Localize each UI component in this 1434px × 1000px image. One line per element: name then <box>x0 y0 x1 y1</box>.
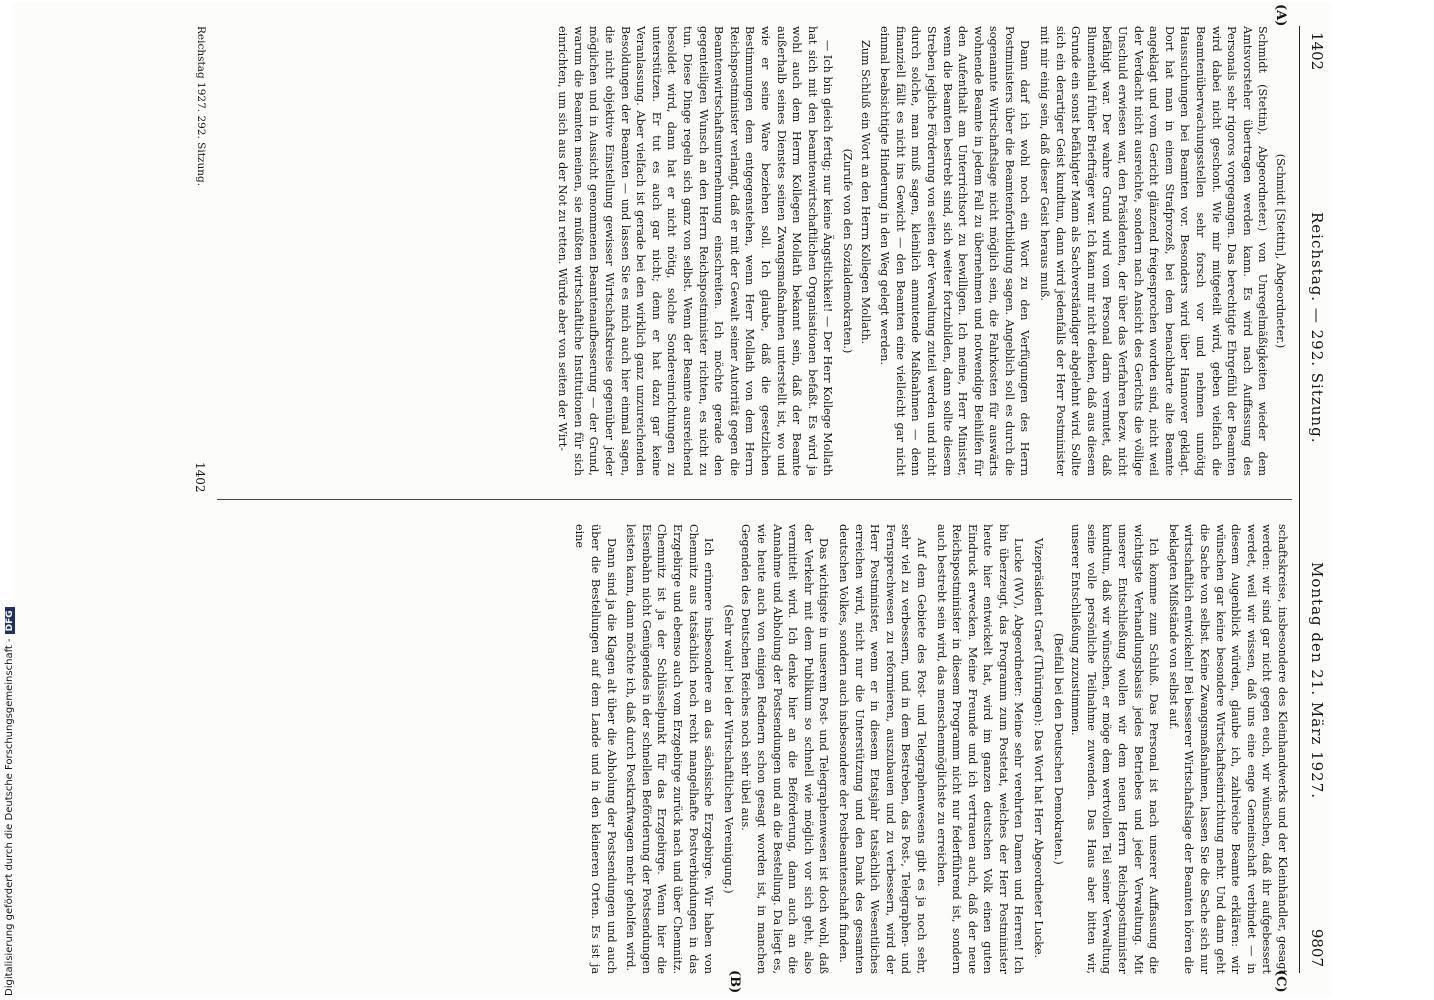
left-column <box>555 26 1290 476</box>
interjection: (Sehr wahr! bei der Wirtschaftlichen Vereinigung.) <box>721 604 735 894</box>
digitization-credit <box>4 596 18 996</box>
page-header <box>1300 2 1330 997</box>
paragraph: Dann darf ich wohl noch ein Wort zu den Verfügungen des Herrn Postministers über die Beamtenfortbildung sagen. Angeblich soll es durch die sogenannte Wirtschaftslage nicht möglich sein, die Fahrkosten für auswärts wohnende Beamte in jedem Fall zu übernehmen und notwendige Beihilfen für den Aufenthalt am Unterrichtsort zu bewilligen. Ich meine, Herr Minister, wenn die Beamten bestrebt sind, sich weiter fortzubilden, dann sollte diesem Streben jegliche Förderung von seiten der Verwaltung zuteil werden und nicht durch solche, man muß sagen, kleinlich anmutende Maßnahmen — denn finanziell fällt es nicht ins Gewicht — den Beamten eine vielleicht gar nicht einmal beabsichtigte Hinderung in den Weg gelegt werden. <box>878 26 1032 476</box>
footer-page-number: 1402 <box>193 462 207 493</box>
document-page <box>12 2 1332 997</box>
left-running-title: Reichstag. — 292. Sitzung. <box>1308 212 1326 444</box>
paragraph: Das wichtigste in unserem Post- und Telegraphenwesen ist doch wohl, daß der Verkehr mit dem Publikum so schnell wie möglich vor sich geht, also vermittelt wird. Ich denke hier an die Beförderung, dann auch an die Annahme und Abholung der Postsendungen und an die Bestellung. Da liegt es, wie heute auch von einigen Rednern schon gesagt worden ist, in manchen Gegenden des Deutschen Reiches noch sehr übel aus. <box>739 524 831 974</box>
footer-left: Reichstag 1927. 292. Sitzung. <box>195 26 207 187</box>
paragraph: Vizepräsident Graef (Thüringen): Das Wort hat Herr Abgeordneter Lucke. <box>1032 538 1046 959</box>
left-page-number: 1402 <box>1308 32 1326 71</box>
dfg-logo: DFG <box>5 607 15 634</box>
speaker-line: (Schmidt [Stettin], Abgeordneter.) <box>1274 153 1287 349</box>
margin-letter-a: (A) <box>1273 4 1288 27</box>
interjection: (Zurufe von den Sozialdemokraten.) <box>840 148 854 354</box>
interjection: (Beifall bei den Deutschen Demokraten.) <box>1051 633 1065 865</box>
right-running-title: Montag den 21. März 1927. <box>1308 562 1326 800</box>
column-divider <box>217 499 1292 500</box>
paragraph: Schmidt (Stettin), Abgeordneter.) von Unregelmäßigkeiten wieder dem Amtsvorsteher übertragen werden kann. Es wird nach Auffassung des Personals sehr rigoros vorgegangen. Das berechtigte Ehrgefühl der Beamten wird dabei nicht geschont. Wie mir mitgeteilt wird, geben vielfach die Beamtenüberwachungsstellen sehr forsch vor und nehmen unnötig Haussuchungen bei Beamten vor. Besonders wird über Hannover geklagt. Dort hat man in einem Strafprozeß, bei dem benachbarte alte Beamte angeklagt und vom Gericht glänzend freigesprochen worden sind, nicht weil der Verdacht nicht ausreichte, sondern nach Ansicht des Gerichts die völlige Unschuld erwiesen war, den Präsidenten, der über das Verfahren bezw. nicht befähigt war. Der wahre Grund wird vom Personal darin vermutet, daß Blumenthal früher Briefträger war. Ich kann mir nicht denken, daß aus diesem Grunde ein sonst befähigter Mann als Sachverständiger abgelehnt wird. Sollte sich ein derartiger Geist kundtun, dann wird jedenfalls der Herr Postminister mit mir einig sein, daß dieser Geist heraus muß. <box>1038 26 1270 476</box>
paragraph: Zum Schluß ein Wort an den Herrn Kollegen Mollath. <box>858 40 872 345</box>
margin-letter-b: (B) <box>727 970 742 994</box>
paragraph: — Ich bin gleich fertig; nur keine Ängstlichkeit! — Der Herr Kollege Mollath hat sich mit den beamtenwirtschaftlichen Organisationen befaßt. Es wird ja wohl auch dem Herrn Kollegen Mollath bekannt sein, daß der Beamte außerhalb seines Dienstes seinen Zwangsmaßnahmen unterstellt ist, wo und wie er seine Ware beziehen soll. Ich glaube, daß die gesetzlichen Bestimmungen dem entgegenstehen, wenn Herr Mollath von dem Herrn Reichspostminister verlangt, daß er mit der Gewalt seiner Autorität gegen die Beamtenwirtschaftsunternehmung einschreiten. Ich möchte gerade den gegenteiligen Wunsch an den Herrn Reichspostminister richten, es nicht zu tun. Diese Dinge regeln sich ganz von selbst. Wenn der Beamte ausreichend besoldet wird, dann hat er nicht nötig, solche Sondereinrichtungen zu unterstützen. Er tut es auch gar nicht; denn er hat dazu gar keine Veranlassung. Aber vielfach ist gerade bei den wirklich ganz unzureichenden Besoldungen der Beamten — und lassen Sie es mich auch hier einmal sagen, die nicht objektive Einstellung gewisser Wirtschaftskreise gegenüber jeder möglichen und in Aussicht genommenen Beamtenaufbesserung — der Grund, warum die Beamten meinen, sie müßten wirtschaftliche Institutionen für sich einrichten, um sich aus der Not zu retten. Würde aber von seiten der Wirt- <box>556 26 835 476</box>
right-page-number: 9807 <box>1308 928 1326 967</box>
paragraph: Ich komme zum Schluß. Das Personal ist nach unserer Auffassung die wichtigste Verhandlungsbasis jedes Betriebes und jeder Verwaltung. Mit unserer Entschließung wollen wir dem neuen Herrn Reichspostminister kundtun, daß wir wünschen, er möge dem wertvollen Teil seiner Verwaltung seine volle persönliche Teilnahme zuwenden. Das Haus aber bitten wir, unserer Entschließung zuzustimmen. <box>1069 524 1161 974</box>
paragraph: schaftskreise, insbesondere des Kleinhandwerks und der Kleinhändler, gesagt werden: wir sind gar nicht gegen euch, wir wünschen, daß ihr aufgebessert werdet, weil wir wissen, daß uns eine enge Gemeinschaft verbindet — in diesem Augenblick würden, glaube ich, zahlreiche Beamte erklären: wir wünschen gar keine besondere Wirtschaftseinrichtung mehr. Und dann geht die Sache von selbst. Keine Zwangsmaßnahmen, lassen Sie die Sache sich nur wirtschaftlich entwickeln! Bei besserer Wirtschaftslage der Beamten hören die beklagten Mißstände von selbst auf. <box>1166 524 1289 974</box>
paragraph: Ich erinnere insbesondere an das sächsische Erzgebirge. Wir haben von Chemnitz aus tatsächlich noch recht mangelhafte Postverbindungen in das Erzgebirge und ebenso auch vom Erzgebirge zurück nach und über Chemnitz. Chemnitz ist ja der Schlüsselpunkt für das Erzgebirge. Wenn hier die Eisenbahn nicht Genügendes in der schnellen Beförderung der Postsendungen leisten kann, dann möchte ich, daß durch Postkraftwagen mehr geholfen wird. <box>624 524 716 974</box>
paragraph: Lucke (WV), Abgeordneter: Meine sehr verehrten Damen und Herren! Ich bin überzeugt, das Programm zum Postetat, welches der Herr Postminister heute hier entwickelt hat, wird im ganzen deutschen Volk einen guten Eindruck erwecken. Meine Freunde und ich vertrauen auch, daß der neue Reichspostminister in diesem Programm nicht nur federführend ist, sondern auch bestrebt sein wird, das menschenmöglichste zu erreichen. <box>934 524 1026 974</box>
paragraph: Auf dem Gebiete des Post- und Telegraphenwesens gibt es ja noch sehr, sehr viel zu verbessern, und in dem Bestreben, das Post-, Telegraphen- und Fernsprechwesen zu reformieren, auszubauen und zu verbessern, wird der Herr Postminister, wenn er in diesem Etatsjahr tatsächlich Wesentliches erreichen wird, nicht nur die Unterstützung und den Dank des gesamten deutschen Volkes, sondern auch insbesondere der Postbeamtenschaft finden. <box>836 524 928 974</box>
right-column <box>572 524 1290 974</box>
credit-text: Digitalisierung gefördert durch die Deutsche Forschungsgemeinschaft - <box>4 638 15 996</box>
header-rule <box>1299 26 1300 973</box>
margin-letter-c: (C) <box>1273 970 1288 993</box>
paragraph: Dann sind ja die Klagen alt über die Abholung der Postsendungen und auch über die Bestellungen auf dem Lande und in den kleineren Orten. Es ist ja eine <box>573 524 618 974</box>
